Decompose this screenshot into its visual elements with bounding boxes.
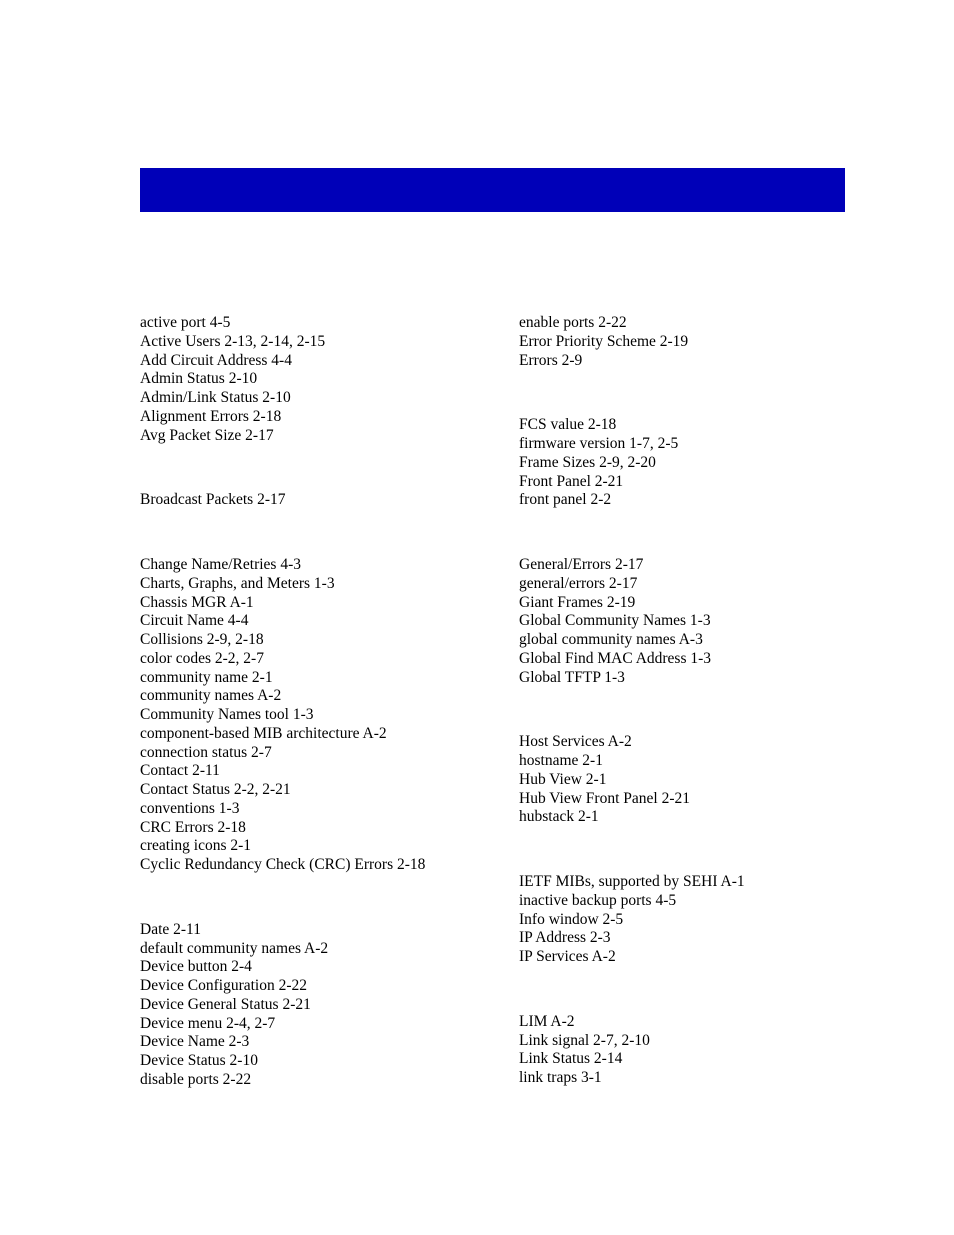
index-entry: Front Panel 2-21 [519,472,624,490]
index-entry: General/Errors 2-17 [519,556,644,573]
index-entry: active port 4-5 [140,314,231,331]
index-entry: Frame Sizes 2-9, 2-20 [519,453,656,471]
index-entry: connection status 2-7 [140,743,272,761]
index-entry: general/errors 2-17 [519,574,638,592]
index-entry: hubstack 2-1 [519,808,599,826]
index-group [519,556,879,687]
index-entry: IP Address 2-3 [519,929,611,947]
index-entry: Add Circuit Address 4-4 [140,351,292,369]
index-entry: Device General Status 2-21 [140,995,311,1013]
index-entry: conventions 1-3 [140,799,240,817]
index-entry: Device Status 2-10 [140,1052,258,1069]
index-entry: global community names A-3 [519,631,703,648]
index-entry: creating icons 2-1 [140,837,252,855]
index-group [140,556,500,875]
index-entry: LIM A-2 [519,1012,575,1030]
index-entry: Errors 2-9 [519,351,583,369]
index-entry: Info window 2-5 [519,910,624,928]
index-entry: Contact Status 2-2, 2-21 [140,781,291,798]
index-entry: Global Community Names 1-3 [519,612,711,630]
index-entry: IETF MIBs, supported by SEHI A-1 [519,873,745,890]
index-entry: IP Services A-2 [519,948,616,965]
index-entry: Link Status 2-14 [519,1050,623,1068]
index-group [140,491,500,510]
index-entry: Giant Frames 2-19 [519,593,636,611]
index-entry: Active Users 2-13, 2-14, 2-15 [140,332,326,350]
index-entry: community name 2-1 [140,668,273,686]
index-entry: CRC Errors 2-18 [140,818,246,836]
index-entry: inactive backup ports 4-5 [519,891,677,909]
index-entry: color codes 2-2, 2-7 [140,649,264,667]
index-entry: Collisions 2-9, 2-18 [140,631,264,648]
index-group [519,733,879,827]
index-entry: component-based MIB architecture A-2 [140,724,387,742]
index-entry: Community Names tool 1-3 [140,706,314,723]
index-entry: Device Name 2-3 [140,1033,250,1051]
index-group [140,921,500,1090]
index-entry: default community names A-2 [140,939,329,957]
index-entry: Broadcast Packets 2-17 [140,491,286,509]
index-entry: front panel 2-2 [519,491,612,509]
index-entry: firmware version 1-7, 2-5 [519,435,679,452]
index-entry: Cyclic Redundancy Check (CRC) Errors 2-18 [140,856,426,873]
index-entry: Chassis MGR A-1 [140,593,254,611]
index-entry: FCS value 2-18 [519,416,617,434]
index-group [519,416,879,510]
index-entry: Global TFTP 1-3 [519,668,625,686]
index-group [519,314,879,370]
index-entry: Charts, Graphs, and Meters 1-3 [140,574,335,592]
index-group [140,314,500,445]
index-entry: community names A-2 [140,687,282,705]
index-entry: Global Find MAC Address 1-3 [519,649,712,667]
index-entry: Device button 2-4 [140,958,252,976]
index-entry: hostname 2-1 [519,752,603,769]
title-bar [140,168,845,212]
index-left-column [140,314,500,1090]
index-entry: link traps 3-1 [519,1069,602,1086]
index-entry: Error Priority Scheme 2-19 [519,332,689,350]
index-entry: Link signal 2-7, 2-10 [519,1031,650,1049]
index-entry: Circuit Name 4-4 [140,612,249,630]
index-group [519,873,879,967]
index-entry: Hub View Front Panel 2-21 [519,789,690,807]
index-entry: Device menu 2-4, 2-7 [140,1014,276,1032]
index-entry: Alignment Errors 2-18 [140,407,282,425]
index-entry: Change Name/Retries 4-3 [140,556,301,573]
index-entry: disable ports 2-22 [140,1070,252,1088]
index-entry: Contact 2-11 [140,762,220,780]
index-group [519,1013,879,1088]
index-entry: Admin/Link Status 2-10 [140,389,291,406]
index-entry: enable ports 2-22 [519,314,627,331]
index-entry: Hub View 2-1 [519,770,607,788]
index-entry: Avg Packet Size 2-17 [140,426,274,444]
index-entry: Date 2-11 [140,920,201,938]
index-right-column [519,314,879,1088]
index-entry: Admin Status 2-10 [140,370,258,388]
index-entry: Host Services A-2 [519,733,632,751]
index-entry: Device Configuration 2-22 [140,977,308,994]
